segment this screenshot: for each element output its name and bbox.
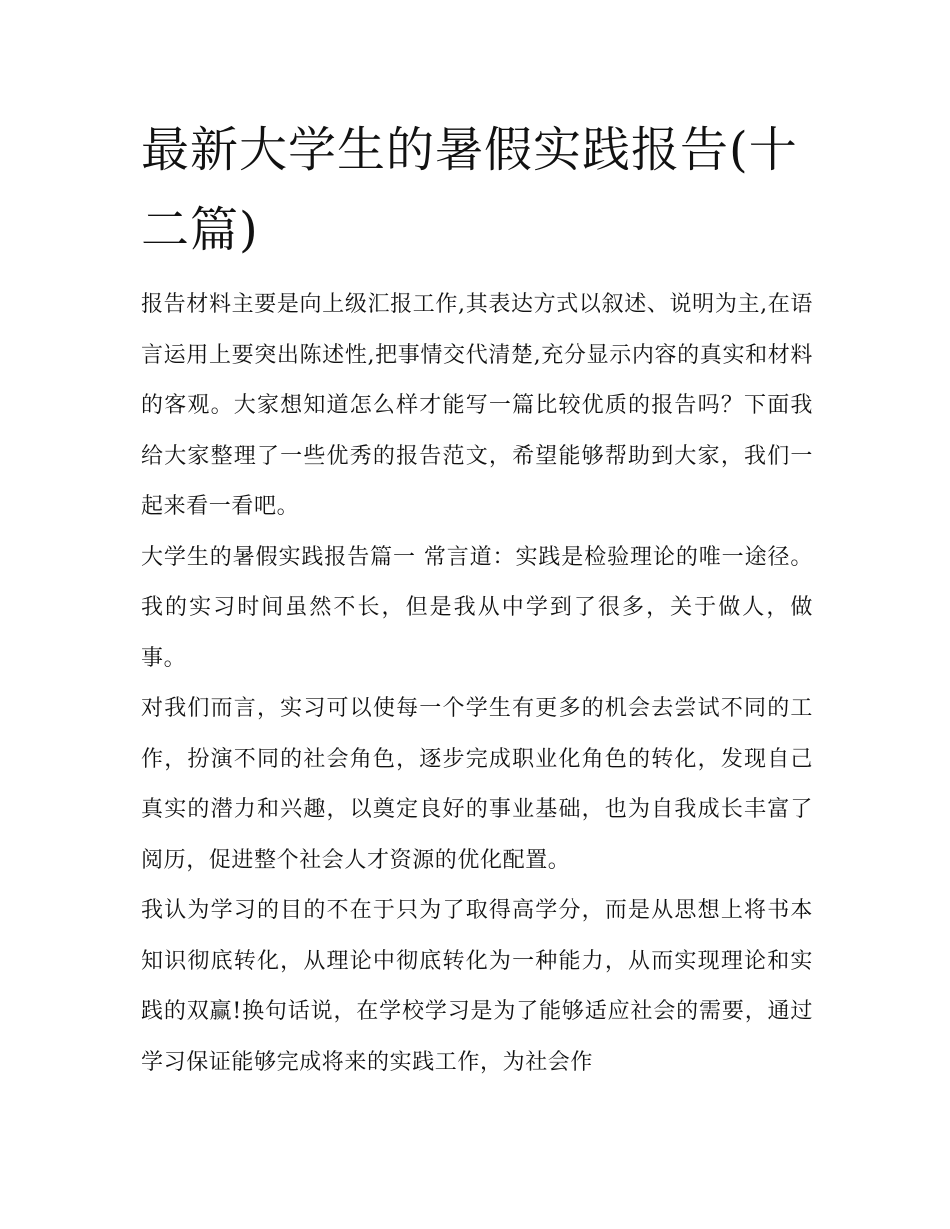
paragraph-learning-purpose: 我认为学习的目的不在于只为了取得高学分，而是从思想上将书本知识彻底转化，从理论中彻底转化为一种能力，从而实现理论和实践的双赢!换句话说，在学校学习是为了能够适应社会的需要，通过学习保证能够完成将来的实践工作，为社会作 [141,898,813,1075]
document-title: 最新大学生的暑假实践报告(十二篇) [141,122,798,258]
document-body [141,280,813,1088]
paragraph-report-one: 大学生的暑假实践报告篇一 常言道：实践是检验理论的唯一途径。我的实习时间虽然不长，但是我从中学到了很多，关于做人，做事。 [141,544,813,671]
paragraph-internship: 对我们而言，实习可以使每一个学生有更多的机会去尝试不同的工作，扮演不同的社会角色，逐步完成职业化角色的转化，发现自己真实的潜力和兴趣，以奠定良好的事业基础，也为自我成长丰富了阅历，促进整个社会人才资源的优化配置。 [141,696,813,873]
document-page [141,110,813,1088]
paragraph-intro: 报告材料主要是向上级汇报工作,其表达方式以叙述、说明为主,在语言运用上要突出陈述性,把事情交代清楚,充分显示内容的真实和材料的客观。大家想知道怎么样才能写一篇比较优质的报告吗？下面我给大家整理了一些优秀的报告范文，希望能够帮助到大家，我们一起来看一看吧。 [141,292,813,519]
